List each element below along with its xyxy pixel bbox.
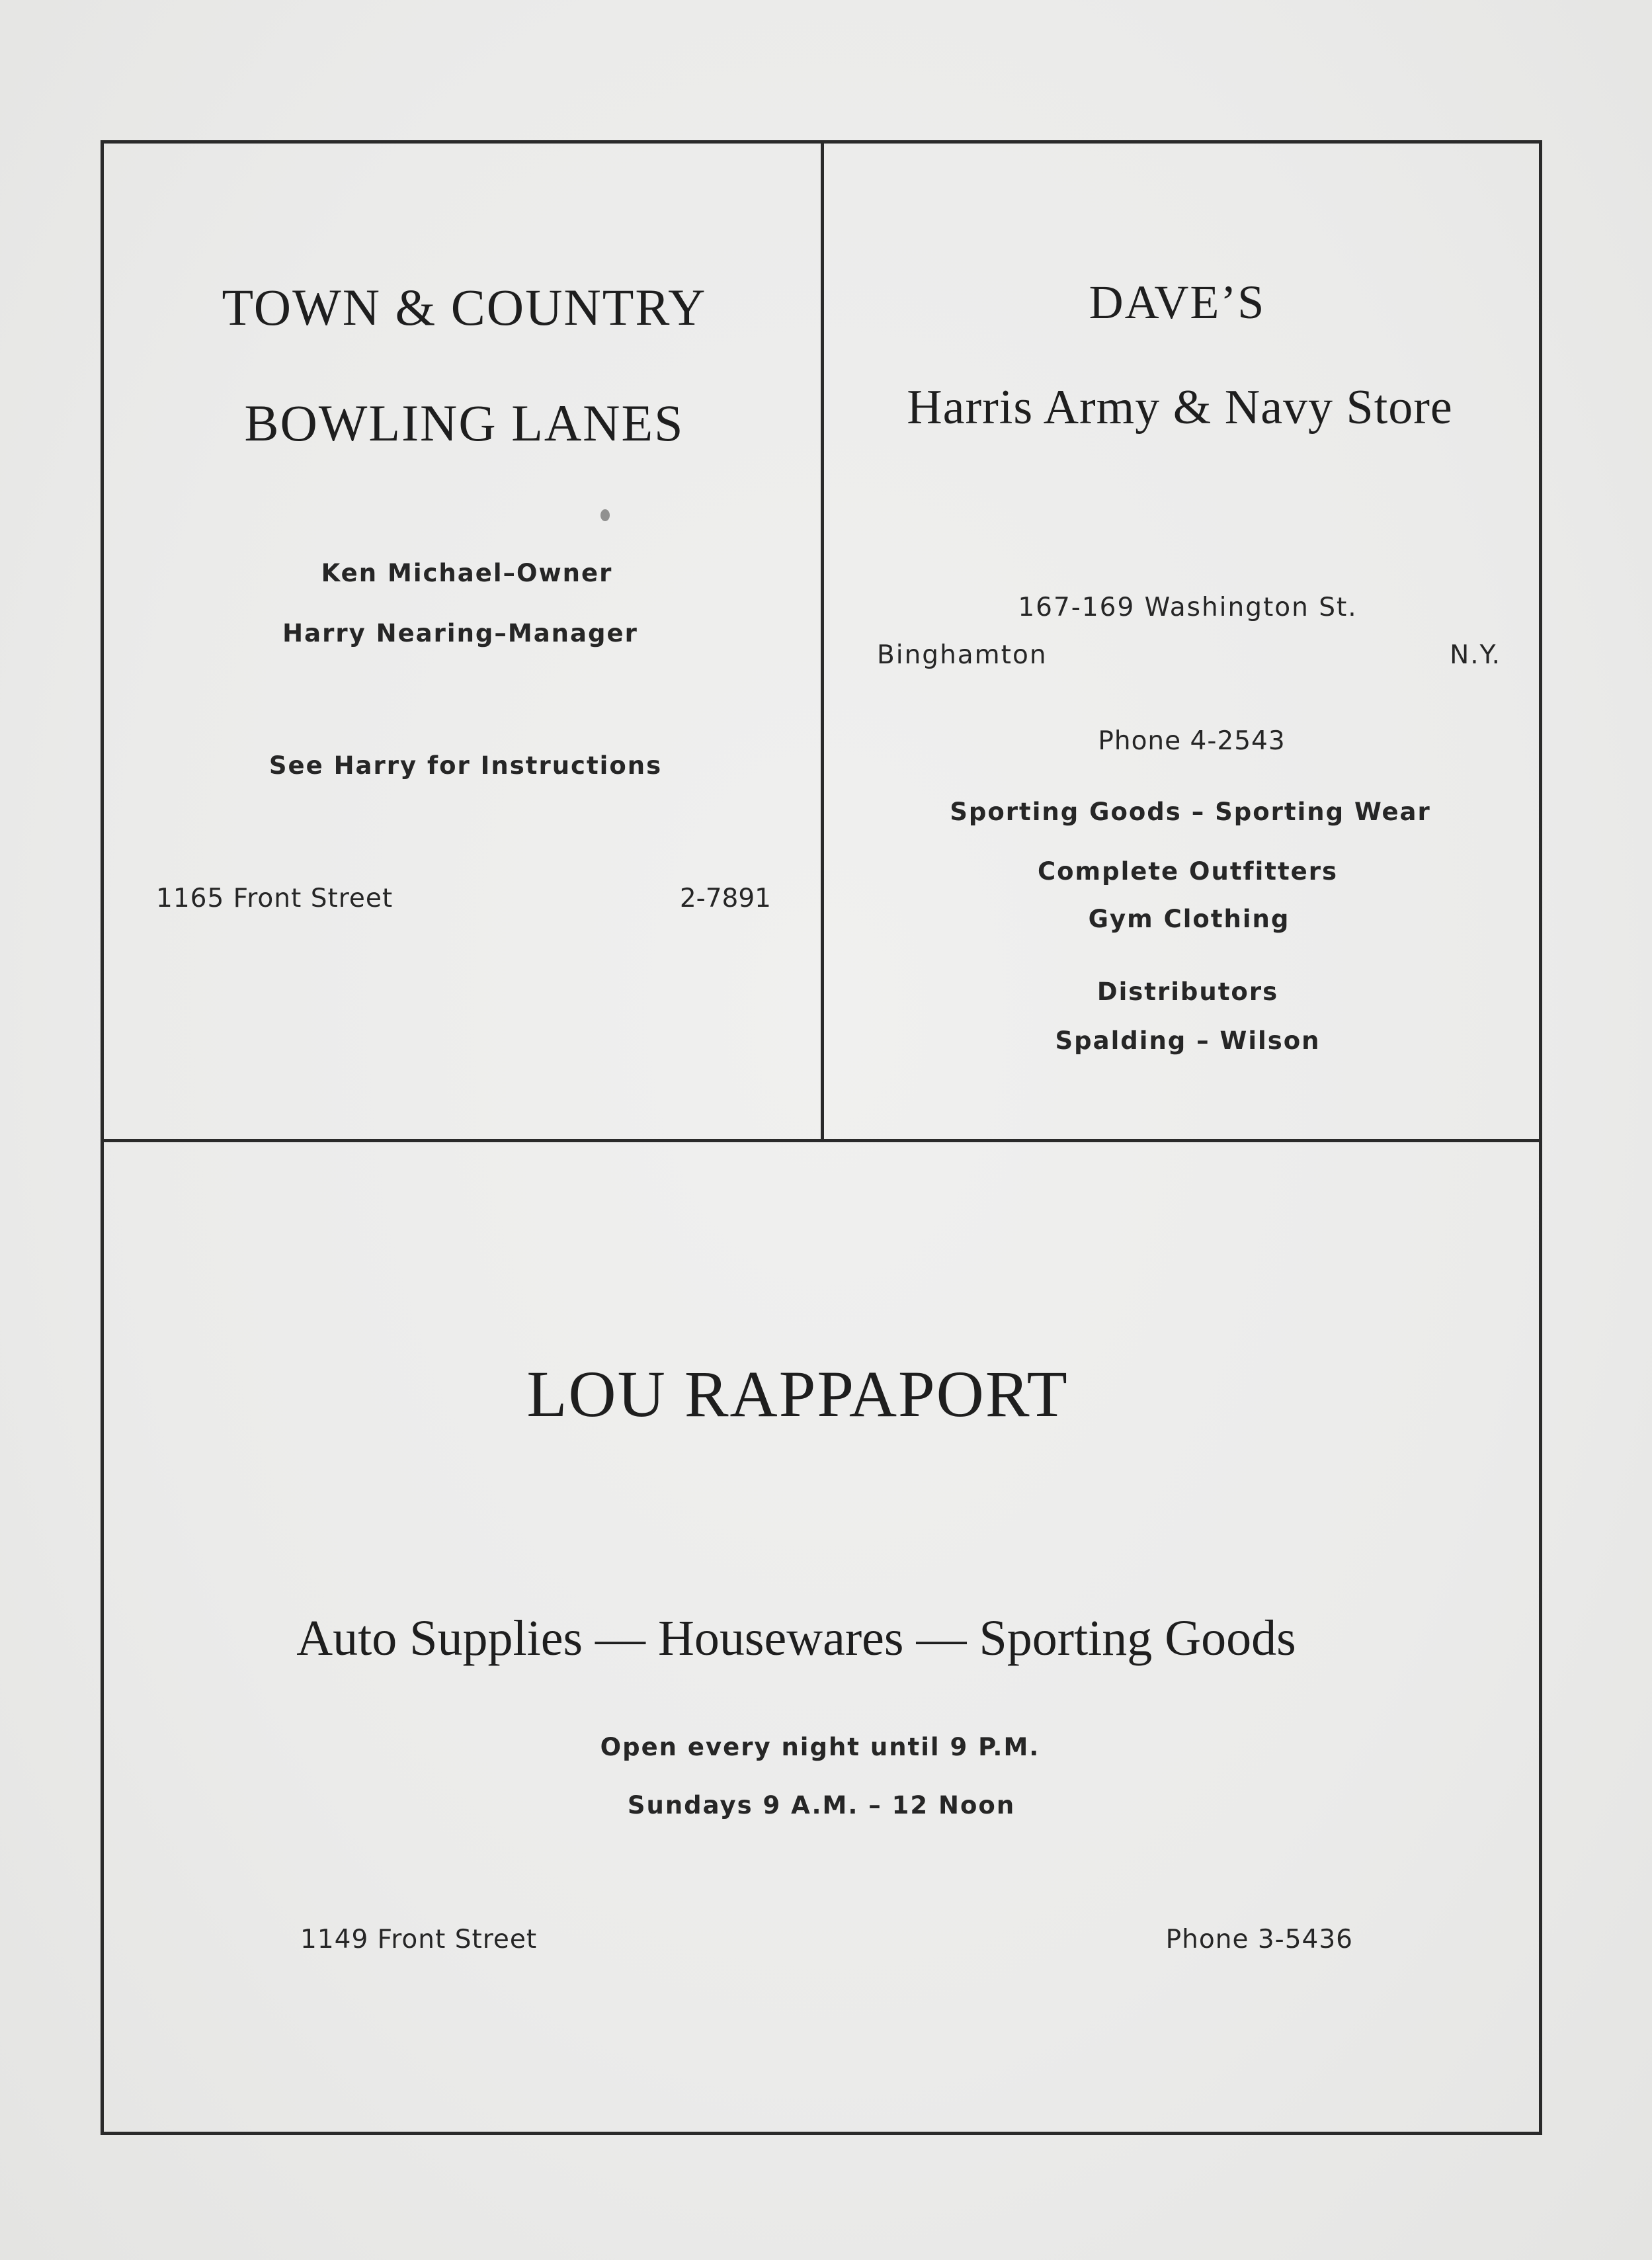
instructions-line: See Harry for Instructions: [268, 751, 663, 780]
rappaport-address: 1149 Front Street: [300, 1925, 538, 1954]
town-country-title: TOWN & COUNTRY: [222, 278, 707, 336]
sporting-line: Sporting Goods – Sporting Wear: [950, 798, 1431, 826]
outfitters-line: Complete Outfitters: [1037, 857, 1339, 886]
daves-title: DAVE’S: [1089, 276, 1266, 329]
daves-street: 167-169 Washington St.: [1018, 593, 1358, 622]
vertical-divider: [821, 140, 824, 1142]
manager-line: Harry Nearing–Manager: [282, 619, 638, 648]
rappaport-title: LOU RAPPAPORT: [526, 1357, 1069, 1431]
town-country-address: 1165 Front Street: [156, 884, 393, 913]
distributors-line: Distributors: [1096, 978, 1279, 1006]
bowling-lanes-title: BOWLING LANES: [244, 394, 684, 452]
rappaport-phone: Phone 3-5436: [1165, 1925, 1353, 1954]
harris-store-title: Harris Army & Navy Store: [907, 380, 1453, 435]
town-country-phone: 2-7891: [679, 884, 771, 913]
owner-line: Ken Michael–Owner: [321, 559, 613, 587]
brands-line: Spalding – Wilson: [1055, 1026, 1321, 1055]
daves-state: N.Y.: [1450, 640, 1501, 670]
daves-city: Binghamton: [877, 640, 1048, 670]
rappaport-subtitle: Auto Supplies — Housewares — Sporting Goods: [296, 1611, 1296, 1666]
gym-line: Gym Clothing: [1088, 905, 1290, 933]
weekday-hours: Open every night until 9 P.M.: [600, 1733, 1040, 1761]
daves-phone: Phone 4-2543: [1098, 726, 1286, 756]
sunday-hours: Sundays 9 A.M. – 12 Noon: [627, 1791, 1016, 1820]
horizontal-divider: [101, 1139, 1542, 1142]
ink-speck: [600, 509, 610, 521]
